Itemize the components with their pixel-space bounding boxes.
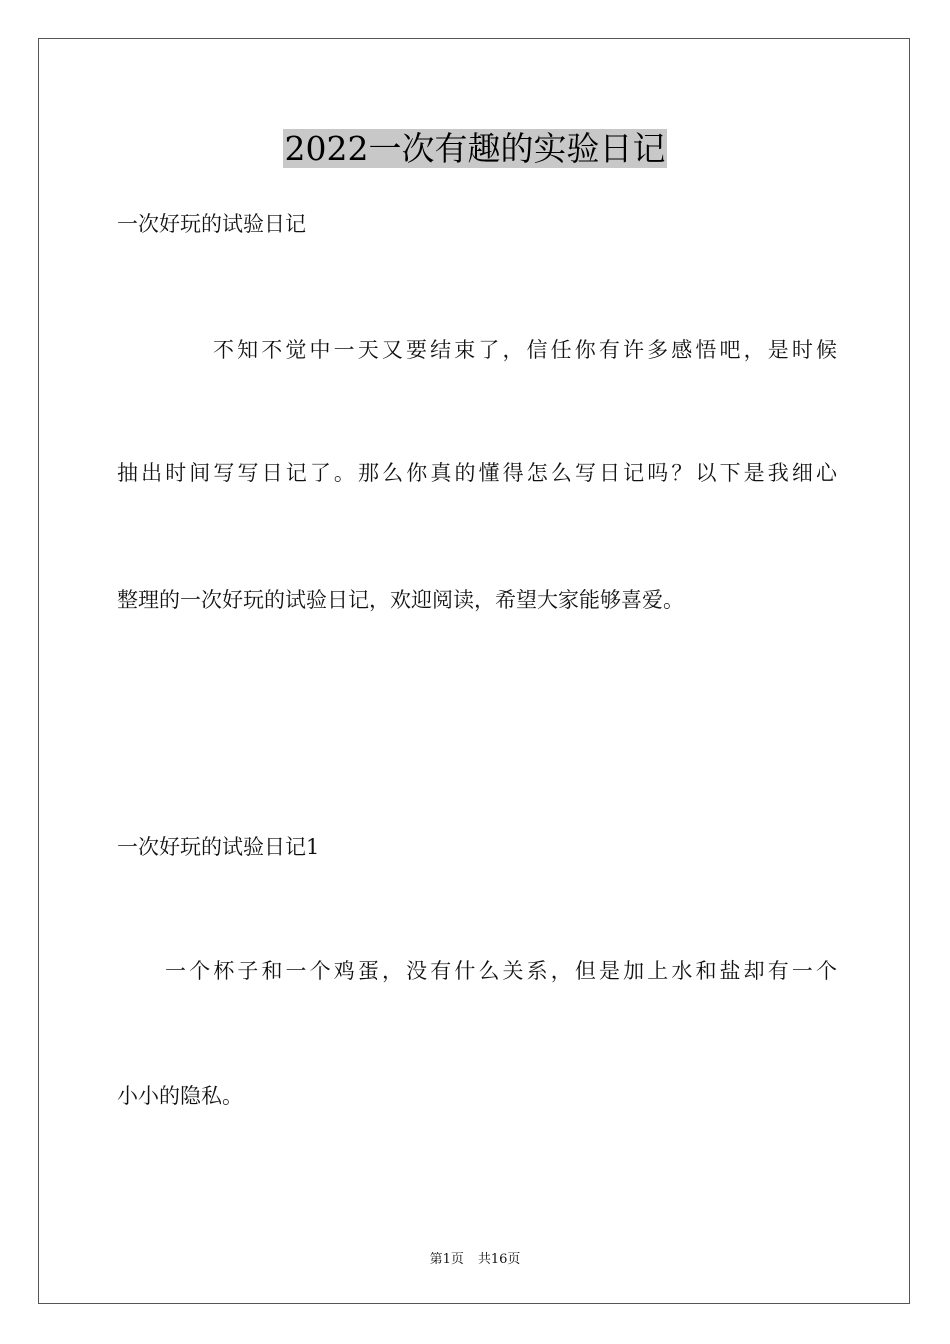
body-paragraph-line-1: 一个杯子和一个鸡蛋，没有什么关系，但是加上水和盐却有一个 xyxy=(165,959,837,983)
body-paragraph-line-2: 小小的隐私。 xyxy=(117,1084,243,1108)
subtitle-line: 一次好玩的试验日记 xyxy=(117,212,306,236)
document-title xyxy=(0,127,950,171)
section-heading: 一次好玩的试验日记1 xyxy=(117,835,320,859)
page-footer xyxy=(0,1248,950,1267)
page-total: 共16页 xyxy=(477,1252,521,1267)
intro-paragraph-line-3: 整理的一次好玩的试验日记，欢迎阅读，希望大家能够喜爱。 xyxy=(117,588,684,612)
intro-paragraph-line-1: 不知不觉中一天又要结束了，信任你有许多感悟吧，是时候 xyxy=(213,338,837,362)
page-number: 第1页 xyxy=(429,1252,464,1267)
document-title-text: 2022一次有趣的实验日记 xyxy=(284,129,666,168)
intro-paragraph-line-2: 抽出时间写写日记了。那么你真的懂得怎么写日记吗？以下是我细心 xyxy=(117,461,837,485)
